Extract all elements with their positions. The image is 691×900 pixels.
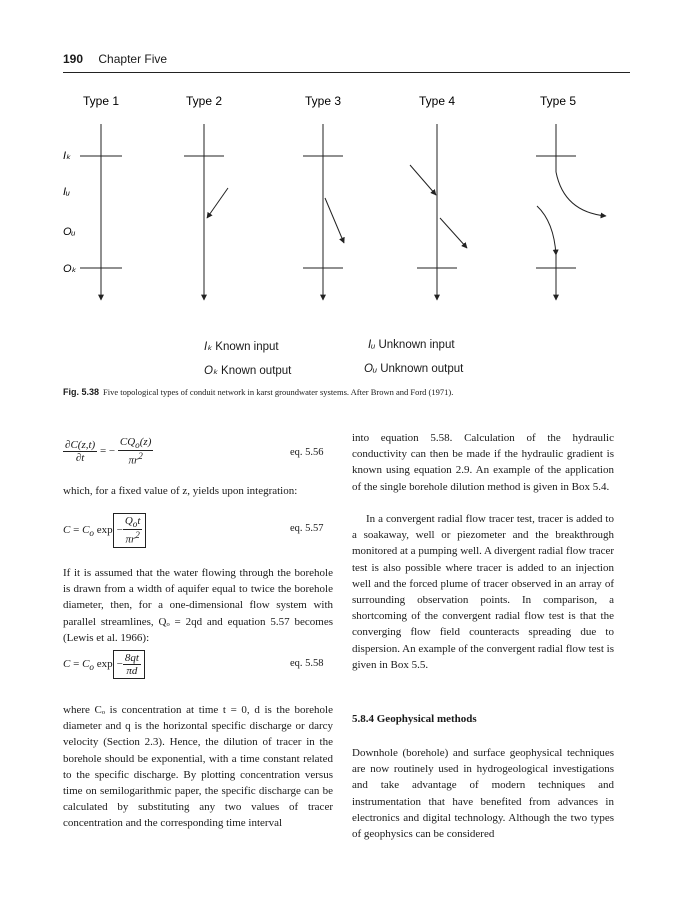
right-paragraph-3 bbox=[352, 745, 614, 842]
figure-caption-label: Fig. 5.38 bbox=[63, 387, 100, 397]
legend-unknown-output-text: Unknown output bbox=[380, 363, 464, 375]
equation-5-56-label: eq. 5.56 bbox=[290, 447, 324, 458]
section-heading: 5.8.4 Geophysical methods bbox=[352, 713, 477, 725]
type-3-diagram bbox=[303, 124, 344, 300]
left-paragraph-3 bbox=[63, 702, 333, 832]
left-paragraph-2 bbox=[63, 565, 333, 646]
right-paragraph-1 bbox=[352, 430, 614, 495]
right-paragraph-3-text: Downhole (borehole) and surface geophysical techniques are now routinely used in hydrogeological investigations and take advantage of modern techniques and instrumentation that have benefited from advances in electronics and digital technology. Although the two types of geophysics can be considered bbox=[352, 747, 614, 841]
row-label-unknown-output: Oᵤ bbox=[63, 226, 76, 238]
legend-unknown-input bbox=[368, 339, 455, 351]
legend-unknown-output bbox=[364, 363, 463, 375]
equation-5-57: $C = C_o$ exp − $\frac{Q_ot}{\pi r^2}$ bbox=[63, 513, 146, 548]
legend-known-output-text: Known output bbox=[221, 365, 292, 377]
type-2-diagram bbox=[184, 124, 228, 300]
figure-caption-text: Five topological types of conduit network in karst groundwater systems. After Brown and Ford (1971). bbox=[103, 387, 454, 397]
type-1-diagram bbox=[80, 124, 122, 300]
equation-5-58-label: eq. 5.58 bbox=[290, 658, 324, 669]
legend-unknown-input-text: Unknown input bbox=[378, 339, 455, 351]
equation-5-57-label: eq. 5.57 bbox=[290, 523, 324, 534]
right-paragraph-1-text: into equation 5.58. Calculation of the hydraulic conductivity can then be made if the hydraulic gradient is known using equation 2.9. An example of the application of the single borehole dilution method is given in Box 5.4. bbox=[352, 432, 614, 493]
equation-5-58: $C = C_o$ exp − $\frac{8qt}{\pi d}$ bbox=[63, 650, 145, 679]
legend-known-input-symbol: Iₖ bbox=[204, 341, 213, 353]
type-label-4: Type 4 bbox=[418, 94, 456, 108]
row-label-known-output: Oₖ bbox=[63, 263, 77, 275]
type-5-diagram bbox=[536, 124, 606, 300]
type-4-diagram bbox=[410, 124, 467, 300]
chapter-title: Chapter Five bbox=[98, 52, 168, 66]
legend-known-output bbox=[204, 363, 291, 377]
right-paragraph-2-text: In a convergent radial flow tracer test, tracer is added to a soakaway, well or piezometer and the breakthrough monitored at a pumping well. A divergent radial flow tracer test is also possible where tracer is added to an injection well and the forced plume of tracer observed in an array of surrounding observation points. In comparison, a shortcoming of the convergent radial flow test is that the converging flow field counteracts spreading due to dispersion. An example of the convergent radial flow test is given in Box 5.5. bbox=[352, 513, 614, 671]
legend-known-input-text: Known input bbox=[215, 341, 279, 353]
legend-known-input bbox=[204, 339, 279, 353]
legend-known-output-symbol: Oₖ bbox=[204, 365, 218, 377]
type-label-1: Type 1 bbox=[82, 94, 120, 108]
right-paragraph-2 bbox=[352, 511, 614, 673]
left-paragraph-1 bbox=[63, 483, 333, 499]
figure-caption bbox=[63, 387, 633, 397]
equation-5-56: $\frac{\partial C(z,t)}{\partial t}$ = − $\frac{CQ_o(z)}{\pi r^2}$ bbox=[65, 436, 152, 467]
type-label-2: Type 2 bbox=[185, 94, 223, 108]
row-label-unknown-input: Iᵤ bbox=[63, 186, 70, 198]
legend-unknown-output-symbol: Oᵤ bbox=[364, 363, 378, 375]
conduit-network-figure bbox=[0, 88, 691, 303]
page-number: 190 bbox=[63, 52, 84, 66]
type-label-5: Type 5 bbox=[539, 94, 577, 108]
left-paragraph-2-text: If it is assumed that the water flowing through the borehole is drawn from a width of aquifer equal to twice the borehole diameter, then, for a one-dimensional flow system with parallel streamlines, Qₒ = 2qd and equation 5.57 becomes (Lewis et al. 1966): bbox=[63, 567, 333, 644]
running-header bbox=[63, 52, 630, 73]
legend-unknown-input-symbol: Iᵤ bbox=[368, 339, 376, 351]
type-label-3: Type 3 bbox=[304, 94, 342, 108]
left-paragraph-3-text: where Cₒ is concentration at time t = 0, d is the borehole diameter and q is the horizontal specific discharge or darcy velocity (Section 2.3). Hence, the dilution of tracer in the borehole should be exponential, with a time constant related to the specific discharge. By plotting concentration versus time on semilogarithmic paper, the specific discharge can be calculated by substituting any two values of tracer concentration and the corresponding time interval bbox=[63, 704, 333, 830]
row-label-known-input: Iₖ bbox=[63, 150, 71, 162]
left-paragraph-1-text: which, for a fixed value of z, yields upon integration: bbox=[63, 485, 298, 497]
